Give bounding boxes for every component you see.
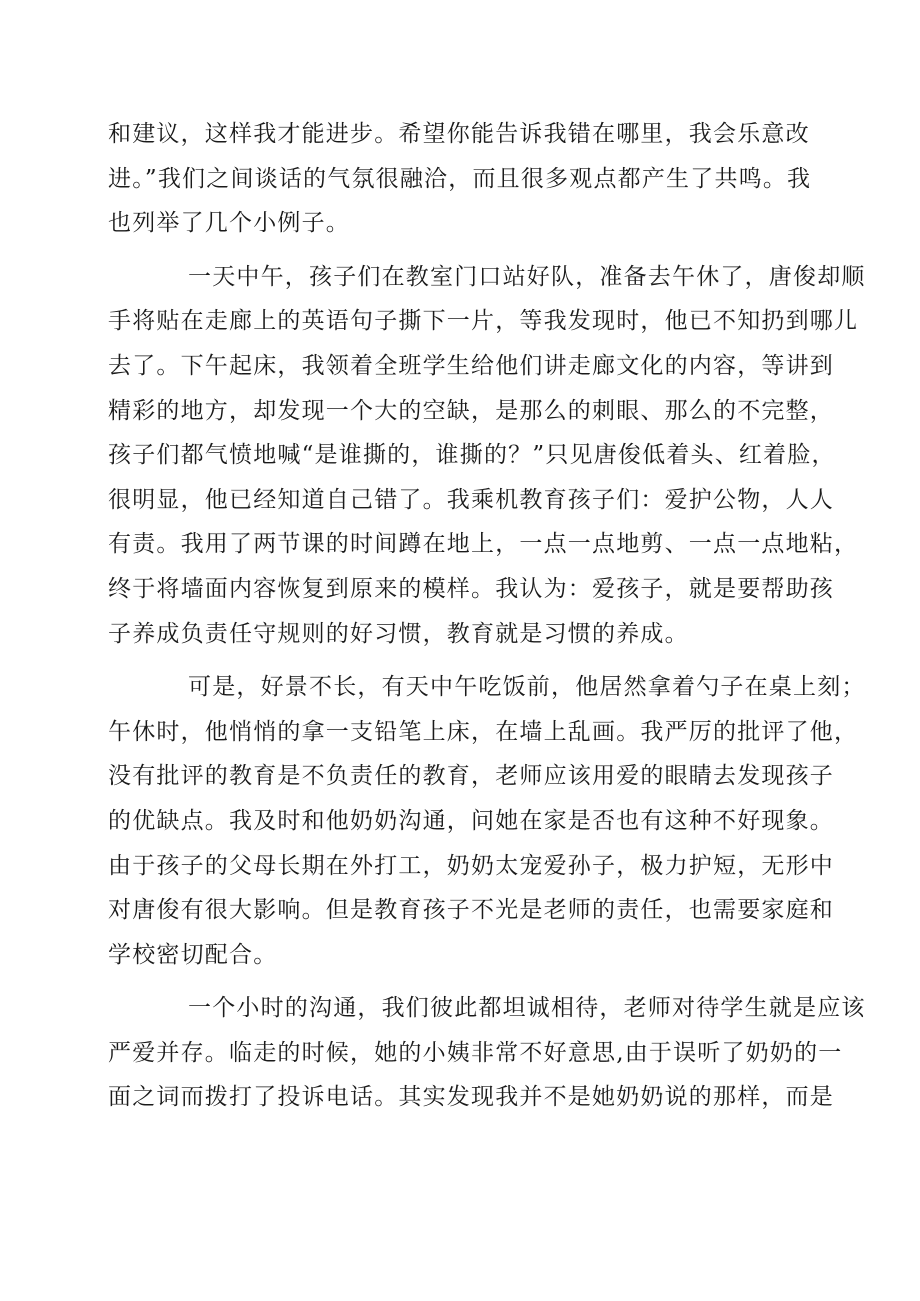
text-line: 进。”我们之间谈话的气氛很融洽，而且很多观点都产生了共鸣。我 [108, 165, 812, 192]
text-line: 面之词而拨打了投诉电话。其实发现我并不是她奶奶说的那样，而是 [108, 1084, 834, 1111]
text-line: 去了。下午起床，我领着全班学生给他们讲走廊文化的内容，等讲到 [108, 352, 834, 379]
text-line: 精彩的地方，却发现一个大的空缺，是那么的刺眼、那么的不完整， [108, 397, 834, 424]
text-line: 学校密切配合。 [108, 941, 278, 968]
text-line: 和建议，这样我才能进步。希望你能告诉我错在哪里，我会乐意改 [108, 121, 810, 147]
text-line: 的优缺点。我及时和他奶奶沟通，问她在家是否也有这种不好现象。 [108, 807, 834, 834]
text-line: 午休时，他悄悄的拿一支铅笔上床，在墙上乱画。我严厉的批评了他， [108, 718, 859, 745]
text-line: 对唐俊有很大影响。但是教育孩子不光是老师的责任，也需要家庭和 [108, 897, 834, 924]
text-line: 由于孩子的父母长期在外打工，奶奶太宠爱孙子，极力护短，无形中 [108, 852, 834, 879]
text-line: 手将贴在走廊上的英语句子撕下一片，等我发现时，他已不知扔到哪儿 [108, 308, 859, 335]
paragraph-4 [108, 986, 866, 1120]
text-line: 很明显，他已经知道自己错了。我乘机教育孩子们：爱护公物，人人 [108, 486, 834, 513]
paragraph-3 [108, 665, 866, 977]
text-line: 没有批评的教育是不负责任的教育，老师应该用爱的眼睛去发现孩子 [108, 763, 834, 790]
paragraph-2 [108, 255, 866, 656]
text-line: 孩子们都气愤地喊“是谁撕的，谁撕的？”只见唐俊低着头、红着脸， [108, 442, 836, 469]
paragraph-1 [108, 112, 812, 246]
text-line: 一天中午，孩子们在教室门口站好队，准备去午休了，唐俊却顺 [188, 263, 866, 290]
document-body [108, 112, 866, 1120]
text-line: 子养成负责任守规则的好习惯，教育就是习惯的养成。 [108, 620, 689, 647]
text-line: 一个小时的沟通，我们彼此都坦诚相待，老师对待学生就是应该 [188, 995, 866, 1022]
text-line: 也列举了几个小例子。 [108, 210, 350, 237]
text-line: 有责。我用了两节课的时间蹲在地上，一点一点地剪、一点一点地粘， [108, 531, 859, 558]
text-line: 可是，好景不长，有天中午吃饭前，他居然拿着勺子在桌上刻； [188, 674, 866, 701]
text-line: 严爱并存。临走的时候，她的小姨非常不好意思,由于误听了奶奶的一 [108, 1039, 843, 1066]
text-line: 终于将墙面内容恢复到原来的模样。我认为：爱孩子，就是要帮助孩 [108, 575, 834, 602]
